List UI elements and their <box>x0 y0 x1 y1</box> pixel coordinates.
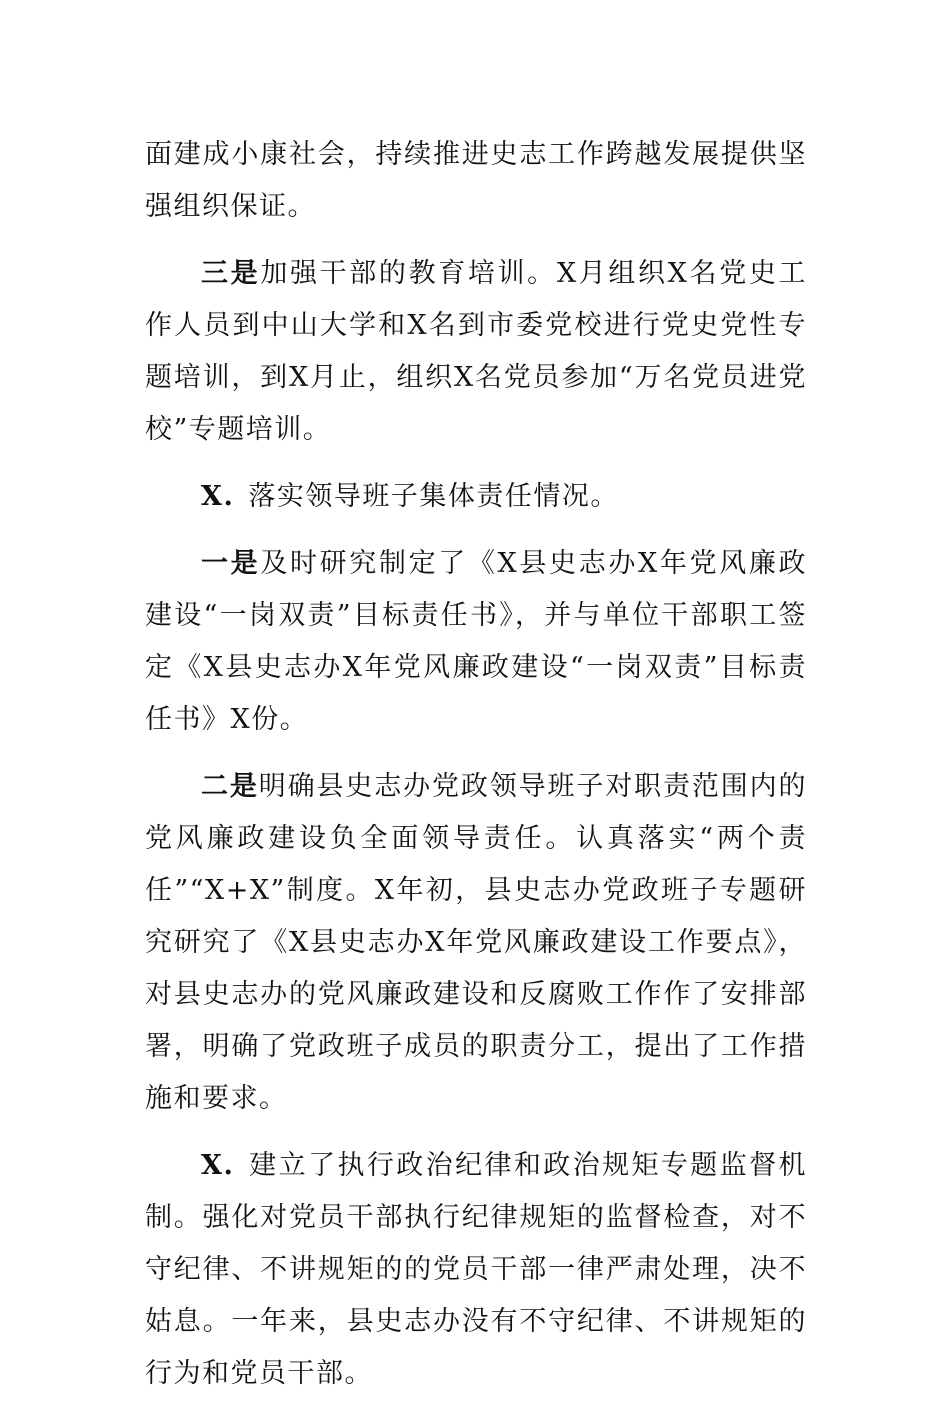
paragraph-2-lead: 三是 <box>201 258 261 289</box>
paragraph-2 <box>145 248 807 456</box>
paragraph-3-lead: 一是 <box>201 548 261 579</box>
paragraph-4-text: 明确县史志办党政领导班子对职责范围内的党风廉政建设负全面领导责任。认真落实“两个责任”“X+X”制度。X年初，县史志办党政班子专题研究研究了《X县史志办X年党风廉政建设工作要点》，对县史志办的党风廉政建设和反腐败工作作了安排部署，明确了党政班子成员的职责分工，提出了工作措施和要求。 <box>145 771 807 1114</box>
section-heading-2-text: 建立了执行政治纪律和政治规矩专题监督机制。强化对党员干部执行纪律规矩的监督检查，对不守纪律、不讲规矩的的党员干部一律严肃处理，决不姑息。一年来，县史志办没有不守纪律、不讲规矩的行为和党员干部。 <box>145 1150 807 1389</box>
paragraph-4 <box>145 761 807 1125</box>
paragraph-3-text: 及时研究制定了《X县史志办X年党风廉政建设“一岗双责”目标责任书》，并与单位干部职工签定《X县史志办X年党风廉政建设“一岗双责”目标责任书》X份。 <box>145 548 807 735</box>
paragraph-2-text: 加强干部的教育培训。X月组织X名党史工作人员到中山大学和X名到市委党校进行党史党性专题培训，到X月止，组织X名党员参加“万名党员进党校”专题培训。 <box>145 258 807 445</box>
section-heading-1-number: X. <box>201 481 235 512</box>
section-heading-2-number: X. <box>201 1150 235 1181</box>
paragraph-4-lead: 二是 <box>201 771 259 802</box>
paragraph-3 <box>145 538 807 746</box>
section-heading-2 <box>145 1140 807 1400</box>
section-heading-1 <box>145 471 807 523</box>
document-body <box>145 129 807 1415</box>
section-heading-1-text: 落实领导班子集体责任情况。 <box>248 481 619 512</box>
paragraph-1 <box>145 129 807 233</box>
paragraph-1-text: 面建成小康社会，持续推进史志工作跨越发展提供坚强组织保证。 <box>145 139 807 222</box>
